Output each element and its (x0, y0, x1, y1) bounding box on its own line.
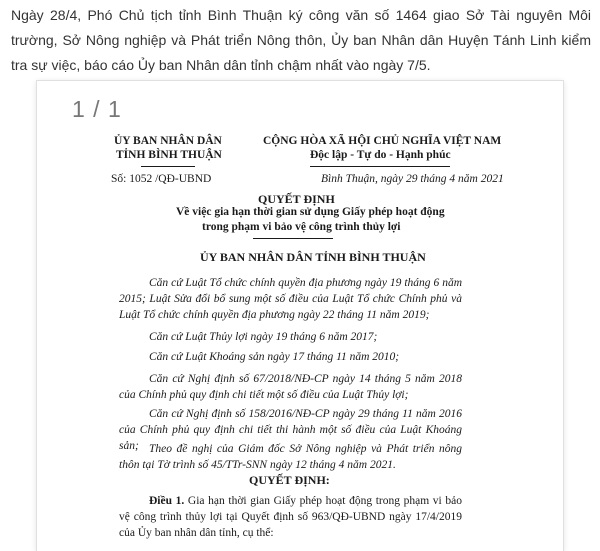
legal-basis-4: Căn cứ Nghị định số 67/2018/NĐ-CP ngày 14 tháng 5 năm 2018 của Chính phủ quy định chi tiết một số điều của Luật Thủy lợi; (119, 373, 462, 401)
document-viewer[interactable] (37, 81, 563, 551)
article-1 (119, 493, 462, 541)
legal-basis-6: Theo đề nghị của Giám đốc Sở Nông nghiệp và Phát triển nông thôn tại Tờ trình số 45/TTr-SNN ngày 12 tháng 4 năm 2021. (119, 443, 462, 471)
article-lead-paragraph: Ngày 28/4, Phó Chủ tịch tỉnh Bình Thuận ký công văn số 1464 giao Sở Tài nguyên Môi trường, Sở Nông nghiệp và Phát triển Nông thôn, Ủy ban Nhân dân Huyện Tánh Linh kiểm tra sự việc, báo cáo Ủy ban Nhân dân tỉnh chậm nhất vào ngày 7/5. (11, 7, 591, 73)
subject-line-1: Về việc gia hạn thời gian sử dụng Giấy phép hoạt động (176, 206, 445, 218)
decides-heading: QUYẾT ĐỊNH: (249, 473, 330, 487)
page-indicator: 1 / 1 (72, 96, 122, 122)
legal-basis-2: Căn cứ Luật Thủy lợi ngày 19 tháng 6 năm 2017; (149, 331, 378, 343)
issuing-authority: ỦY BAN NHÂN DÂN TỈNH BÌNH THUẬN (200, 250, 426, 264)
legal-basis-3: Căn cứ Luật Khoáng sản ngày 17 tháng 11 năm 2010; (149, 351, 400, 363)
national-slogan: Độc lập - Tự do - Hạnh phúc (310, 149, 451, 161)
legal-basis-1: Căn cứ Luật Tổ chức chính quyền địa phương ngày 19 tháng 6 năm 2015; Luật Sửa đổi bổ sung một số điều của Luật Tổ chức Chính phủ và Luật Tổ chức chính quyền địa phương ngày 22 tháng 11 năm 2019; (119, 277, 462, 321)
document-number: Số: 1052 /QĐ-UBND (111, 173, 212, 185)
issuer-line-1: ỦY BAN NHÂN DÂN (114, 135, 222, 147)
subject-line-2: trong phạm vi bảo vệ công trình thủy lợi (202, 221, 401, 233)
issuer-underline (141, 166, 195, 167)
document-type: QUYẾT ĐỊNH (258, 192, 335, 206)
slogan-underline (310, 166, 450, 167)
national-motto: CỘNG HÒA XÃ HỘI CHỦ NGHĨA VIỆT NAM (263, 135, 502, 147)
article-1-label: Điều 1. (149, 495, 185, 507)
subject-underline (253, 238, 333, 239)
article-1-text: Gia hạn thời gian Giấy phép hoạt động trong phạm vi bảo vệ công trình thủy lợi tại Quyết định số 963/QĐ-UBND ngày 17/4/2019 của Ủy ban nhân dân tỉnh, cụ thể: (119, 495, 462, 539)
place-and-date: Bình Thuận, ngày 29 tháng 4 năm 2021 (321, 173, 504, 185)
scanned-decision-page (37, 81, 563, 551)
issuer-line-2: TỈNH BÌNH THUẬN (116, 149, 222, 161)
legal-basis-5: Căn cứ Nghị định số 158/2016/NĐ-CP ngày 29 tháng 11 năm 2016 của Chính phủ quy định chi tiết thi hành một số điều của Luật Khoáng sản; (119, 408, 462, 452)
